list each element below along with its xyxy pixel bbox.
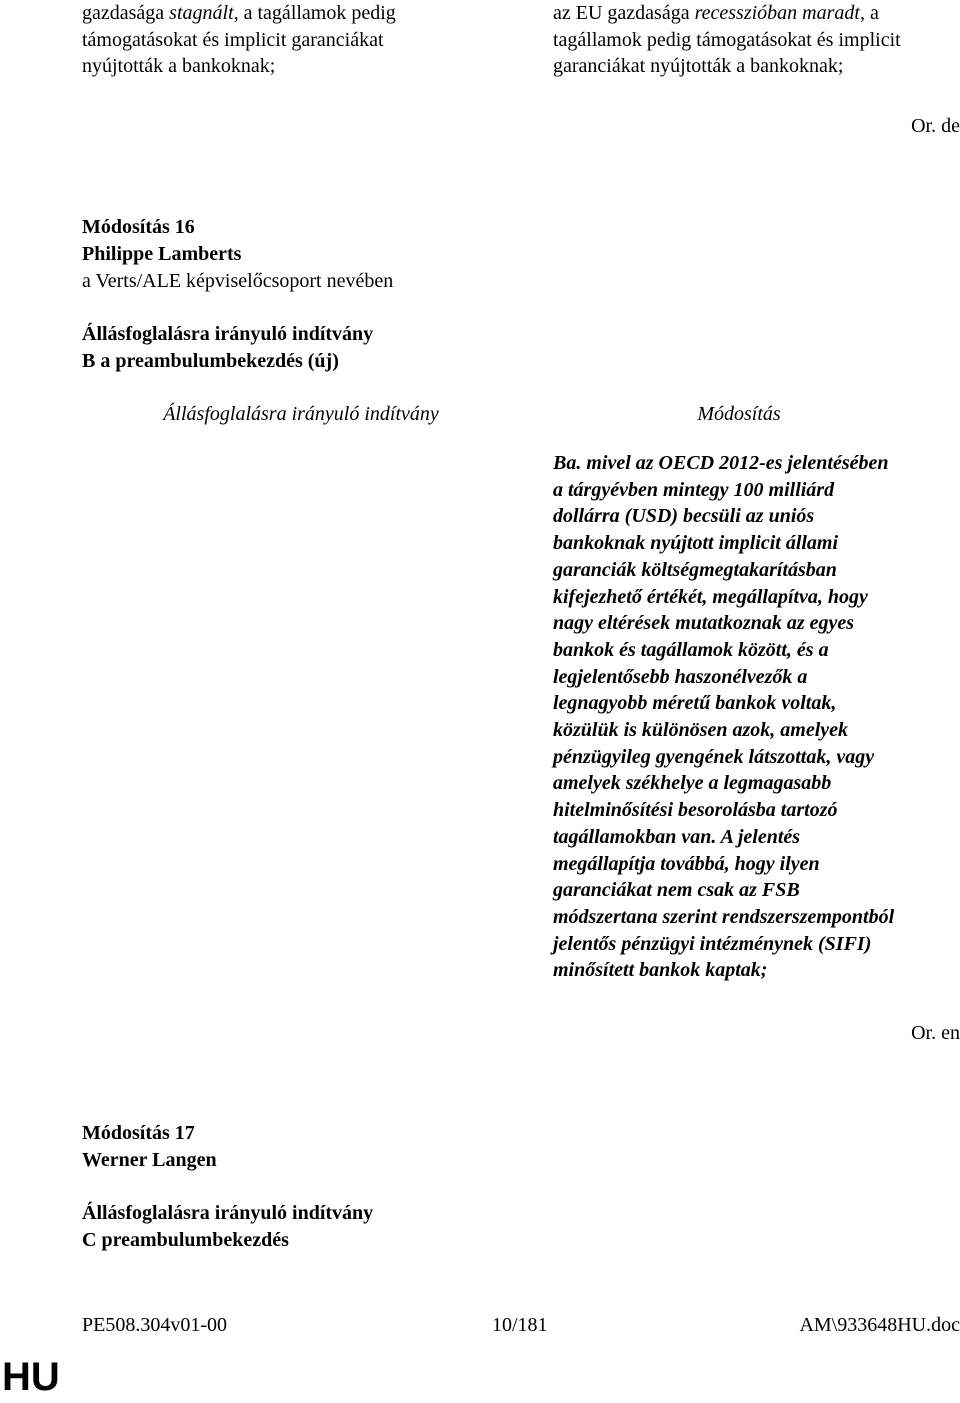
top-right-line-text: , a xyxy=(859,2,879,24)
amendment-16-line: minősített bankok kaptak; xyxy=(553,959,768,982)
column-header-right: Módosítás xyxy=(697,403,781,425)
amendment-16-line: tagállamokban van. A jelentés xyxy=(553,825,801,848)
amendment-17-section: C preambulumbekezdés xyxy=(82,1229,289,1251)
footer-reference: PE508.304v01-00 xyxy=(82,1314,227,1336)
amendment-16-line: kifejezhető értékét, megállapítva, hogy xyxy=(553,585,868,608)
amendment-16-line: módszertana szerint rendszerszempontból xyxy=(553,905,895,928)
amendment-16-line: közülük is különösen azok, amelyek xyxy=(553,719,849,742)
top-left-line-text: , a tagállamok pedig xyxy=(233,2,396,24)
amendment-16-line: amelyek székhelye a legmagasabb xyxy=(553,772,832,795)
top-left-line xyxy=(82,0,482,27)
amendment-17-title: Módosítás 17 xyxy=(82,1122,195,1144)
top-right-cell xyxy=(553,0,958,80)
amendment-16-group: a Verts/ALE képviselőcsoport nevében xyxy=(82,270,394,292)
top-left-line xyxy=(82,53,482,80)
amendment-16-line: pénzügyileg gyengének látszottak, vagy xyxy=(553,745,875,768)
top-left-line-emphasis: stagnált xyxy=(169,2,234,24)
top-right-line-text: az EU gazdasága xyxy=(553,2,695,24)
amendment-16-line: garanciákat nem csak az FSB xyxy=(553,879,800,902)
amendment-16-line: Ba. mivel az OECD 2012-es jelentésében xyxy=(553,452,889,474)
top-right-line-emphasis: recesszióban maradt xyxy=(694,2,860,24)
top-right-line-text: tagállamok pedig támogatásokat és implicit xyxy=(553,28,901,51)
top-left-line-text: támogatásokat és implicit garanciákat xyxy=(82,28,384,51)
amendment-16-section: B a preambulumbekezdés (új) xyxy=(82,350,339,372)
language-badge: HU xyxy=(2,1355,60,1399)
amendment-16-line: megállapítja továbbá, hogy ilyen xyxy=(553,852,820,875)
amendment-16-line: garanciák költségmegtakarításban xyxy=(553,558,837,581)
amendment-16-author: Philippe Lamberts xyxy=(82,243,242,265)
top-left-line-text: nyújtották a bankoknak; xyxy=(82,55,276,78)
amendment-16-line: bankoknak nyújtott implicit állami xyxy=(553,532,839,555)
origin-language-top: Or. de xyxy=(911,115,960,137)
top-left-line-text: gazdasága xyxy=(82,2,170,24)
amendment-17-doc-type: Állásfoglalásra irányuló indítvány xyxy=(82,1202,374,1224)
amendment-17-author: Werner Langen xyxy=(82,1149,217,1171)
top-right-line-text: garanciákat nyújtották a bankoknak; xyxy=(553,55,844,78)
amendment-16-line: dollárra (USD) becsüli az uniós xyxy=(553,505,815,528)
amendment-16-title: Módosítás 16 xyxy=(82,216,195,238)
amendment-16-line: legnagyobb méretű bankok voltak, xyxy=(553,692,837,715)
amendment-16-line: hitelminősítési besorolásba tartozó xyxy=(553,799,838,822)
top-left-cell xyxy=(82,0,482,80)
column-header-left: Állásfoglalásra irányuló indítvány xyxy=(163,403,439,425)
top-right-line xyxy=(553,27,958,54)
amendment-16-line: nagy eltérések mutatkoznak az egyes xyxy=(553,612,855,635)
amendment-16-line: a tárgyévben mintegy 100 milliárd xyxy=(553,478,835,501)
amendment-16-line: jelentős pénzügyi intézménynek (SIFI) xyxy=(553,932,872,955)
top-right-line xyxy=(553,53,958,80)
amendment-16-text xyxy=(553,450,958,984)
amendment-16-doc-type: Állásfoglalásra irányuló indítvány xyxy=(82,323,374,345)
footer-page-number: 10/181 xyxy=(492,1314,548,1336)
amendment-16-line: bankok és tagállamok között, és a xyxy=(553,638,829,661)
footer-filename: AM\933648HU.doc xyxy=(799,1314,960,1336)
top-left-line xyxy=(82,27,482,54)
amendment-16-line: legjelentősebb haszonélvezők a xyxy=(553,665,808,688)
top-right-line xyxy=(553,0,958,27)
origin-language-16: Or. en xyxy=(911,1022,960,1044)
